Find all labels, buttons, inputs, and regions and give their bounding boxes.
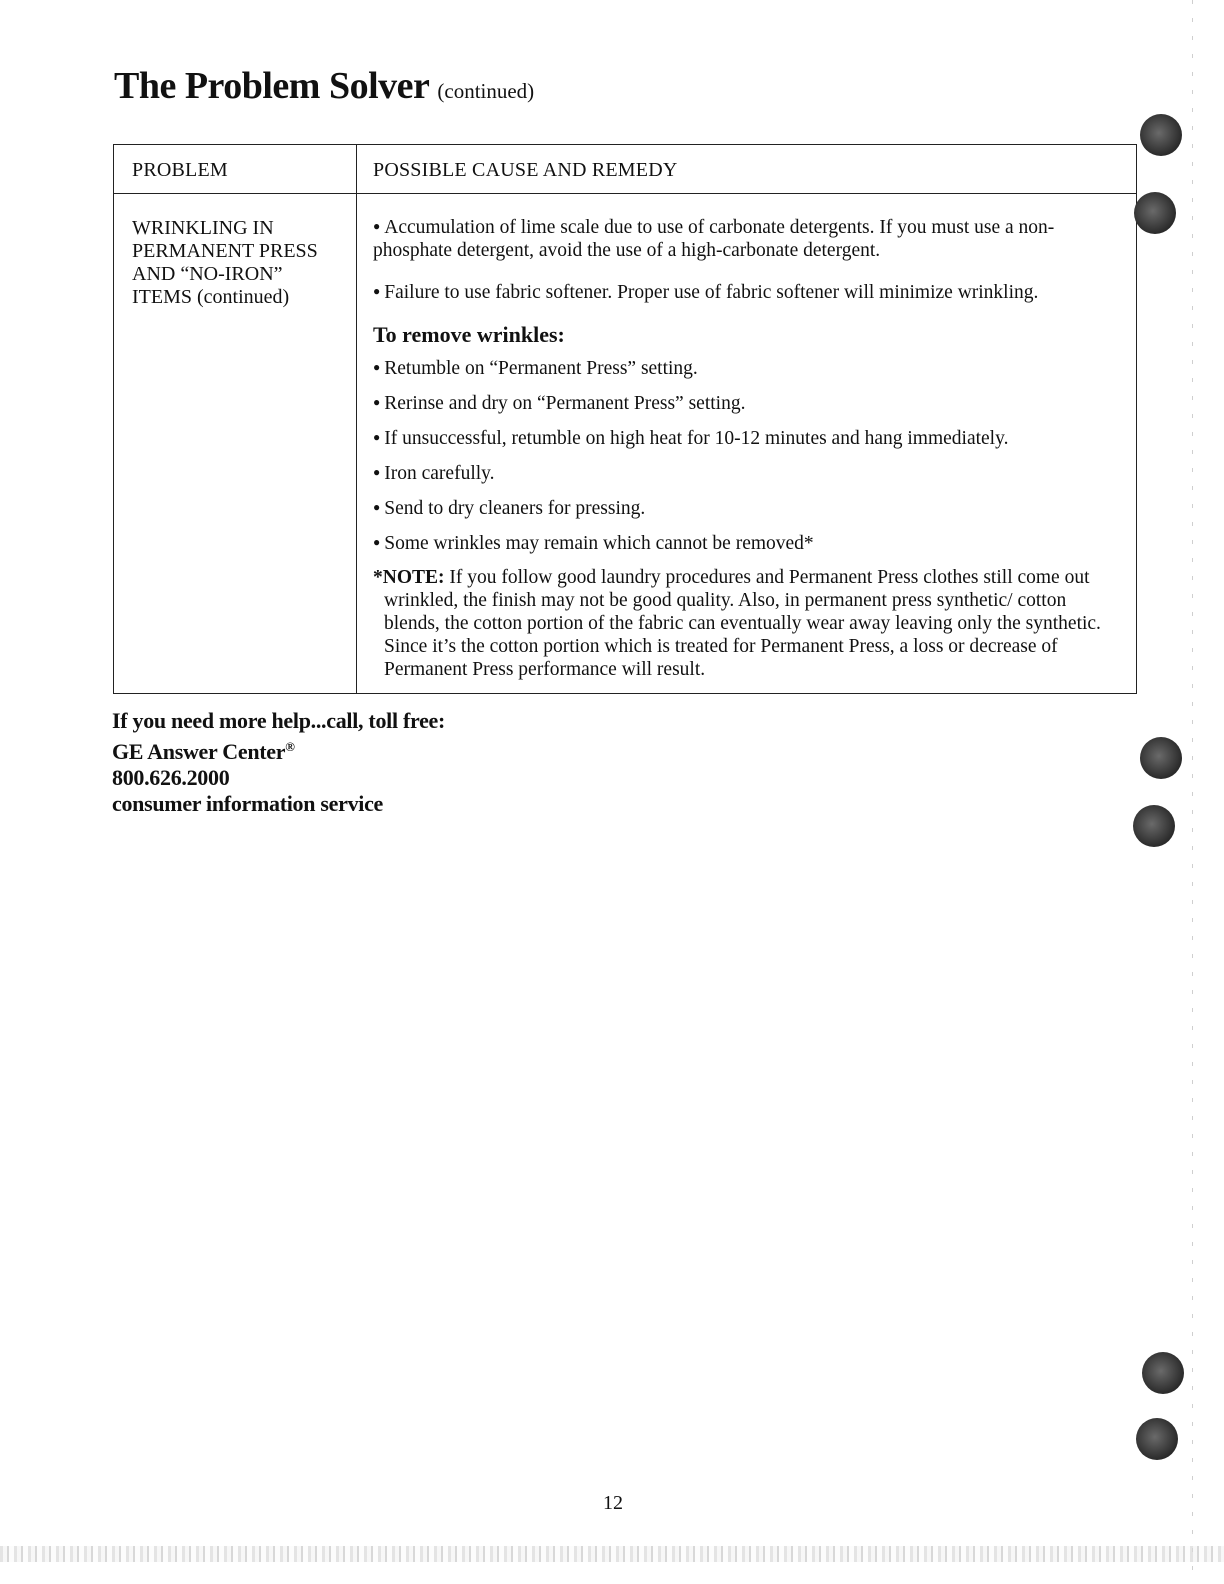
note xyxy=(373,566,1125,681)
problem-line: AND “NO-IRON” xyxy=(132,263,283,285)
bullet-icon: ● xyxy=(373,465,381,479)
phone-number: 800.626.2000 xyxy=(112,765,230,790)
remedy-step-text: Retumble on “Permanent Press” setting. xyxy=(384,358,698,379)
remedy-step xyxy=(373,461,1125,485)
bullet-icon: ● xyxy=(373,500,381,514)
bullet-icon: ● xyxy=(373,395,381,409)
bullet-icon: ● xyxy=(373,430,381,444)
registered-mark: ® xyxy=(285,739,295,754)
cause-item xyxy=(373,280,1125,304)
remedy-step-text: If unsuccessful, retumble on high heat for 10-12 minutes and hang immediately. xyxy=(384,428,1009,449)
problem-solver-table xyxy=(113,144,1137,694)
column-divider xyxy=(356,145,357,693)
remedy-step-text: Some wrinkles may remain which cannot be removed* xyxy=(384,533,814,554)
binder-hole-icon xyxy=(1140,737,1182,779)
remedy-step-text: Rerinse and dry on “Permanent Press” setting. xyxy=(384,393,746,414)
binder-hole-icon xyxy=(1140,114,1182,156)
note-label: *NOTE: xyxy=(373,567,445,588)
note-text: If you follow good laundry procedures and Permanent Press clothes still come out wrinkled, the finish may not be good quality. Also, in permanent press synthetic/ cotton blends, the cotton portion of the fabric can eventually wear away leaving only the synthetic. Since it’s the cotton portion which is treated for Permanent Press, a loss or decrease of Permanent Press performance will result. xyxy=(384,567,1101,680)
problem-line: ITEMS (continued) xyxy=(132,286,290,308)
remedy-step xyxy=(373,391,1125,415)
page-number: 12 xyxy=(603,1492,623,1514)
remedy-cell xyxy=(373,215,1125,701)
problem-line: WRINKLING IN xyxy=(132,217,274,239)
remove-wrinkles-heading: To remove wrinkles: xyxy=(373,322,565,347)
page-title-main: The Problem Solver xyxy=(114,65,430,107)
bullet-icon: ● xyxy=(373,219,381,233)
remedy-step xyxy=(373,426,1125,450)
bullet-icon: ● xyxy=(373,535,381,549)
binder-hole-icon xyxy=(1142,1352,1184,1394)
cause-item xyxy=(373,215,1125,262)
bullet-icon: ● xyxy=(373,284,381,298)
remedy-step-text: Iron carefully. xyxy=(384,463,495,484)
header-divider xyxy=(114,193,1136,194)
problem-line: PERMANENT PRESS xyxy=(132,240,318,262)
service-description: consumer information service xyxy=(112,791,384,816)
scan-bottom-strip xyxy=(0,1546,1224,1562)
cause-text: Failure to use fabric softener. Proper use of fabric softener will minimize wrinkling. xyxy=(384,282,1039,303)
page-title xyxy=(114,64,534,108)
help-contact-block xyxy=(112,708,445,817)
bullet-icon: ● xyxy=(373,360,381,374)
cause-text: Accumulation of lime scale due to use of carbonate detergents. If you must use a non-phosphate detergent, avoid the use of a high-carbonate detergent. xyxy=(373,217,1055,261)
binder-hole-icon xyxy=(1136,1418,1178,1460)
scan-edge-mark xyxy=(1192,0,1193,1584)
remedy-step xyxy=(373,496,1125,520)
remedy-step-text: Send to dry cleaners for pressing. xyxy=(384,498,646,519)
problem-cell xyxy=(132,217,350,309)
remedy-step xyxy=(373,531,1125,555)
binder-hole-icon xyxy=(1134,192,1176,234)
remedy-step xyxy=(373,356,1125,380)
answer-center-line xyxy=(112,734,445,765)
page-title-continued: (continued) xyxy=(437,79,535,103)
column-header-problem: PROBLEM xyxy=(132,159,228,181)
column-header-remedy: POSSIBLE CAUSE AND REMEDY xyxy=(373,159,678,181)
answer-center-name: GE Answer Center xyxy=(112,739,286,764)
binder-hole-icon xyxy=(1133,805,1175,847)
help-heading: If you need more help...call, toll free: xyxy=(112,708,446,733)
